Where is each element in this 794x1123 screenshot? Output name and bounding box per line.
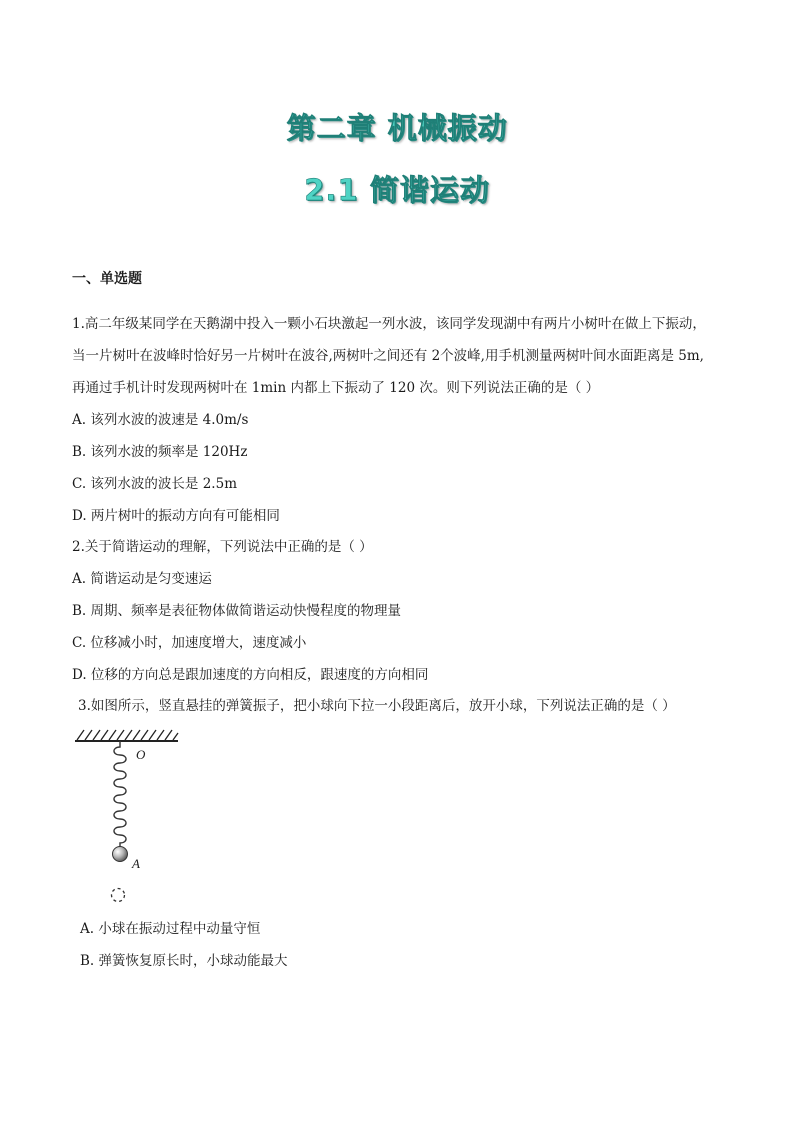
chapter-title: 第二章 机械振动: [286, 111, 508, 145]
q2-option-a: A. 简谐运动是匀变速运: [72, 571, 212, 587]
q2-option-b: B. 周期、频率是表征物体做简谐运动快慢程度的物理量: [72, 603, 402, 619]
q1-stem-line-3: 再通过手机计时发现两树叶在 1min 内都上下振动了 120 次。则下列说法正确的是（ ）: [72, 380, 600, 396]
ball: [113, 847, 128, 862]
q2-stem: 2.关于简谐运动的理解，下列说法中正确的是（ ）: [72, 539, 373, 555]
q1-option-d: D. 两片树叶的振动方向有可能相同: [72, 508, 280, 524]
q1-option-b: B. 该列水波的频率是 120Hz: [72, 444, 248, 460]
spring-oscillator-figure: [72, 725, 192, 910]
section-heading: 一、单选题: [72, 271, 142, 287]
spring-diagram: [72, 725, 192, 910]
ceiling-hatching: [77, 730, 178, 740]
section-title: 2.1 简谐运动: [304, 173, 490, 207]
q2-option-d: D. 位移的方向总是跟加速度的方向相反，跟速度的方向相同: [72, 667, 429, 683]
q1-option-c: C. 该列水波的波长是 2.5m: [72, 476, 237, 492]
label-o: O: [136, 747, 146, 762]
q3-option-b: B. 弹簧恢复原长时，小球动能最大: [80, 953, 288, 969]
q1-stem-line-1: 1.高二年级某同学在天鹅湖中投入一颗小石块激起一列水波，该同学发现湖中有两片小树叶在做上下振动，: [72, 316, 706, 332]
spring-coil: [114, 741, 126, 847]
q3-option-a: A. 小球在振动过程中动量守恒: [80, 921, 261, 937]
q3-stem: 3.如图所示，竖直悬挂的弹簧振子，把小球向下拉一小段距离后，放开小球，下列说法正确的是（ ）: [78, 698, 676, 714]
label-a: A: [132, 856, 140, 871]
ball-dashed-position: [112, 889, 125, 902]
q1-option-a: A. 该列水波的波速是 4.0m/s: [72, 412, 249, 428]
q1-stem-line-2: 当一片树叶在波峰时恰好另一片树叶在波谷,两树叶之间还有 2个波峰,用手机测量两树叶间水面距离是 5m,: [72, 348, 704, 364]
q2-option-c: C. 位移减小时，加速度增大，速度减小: [72, 635, 307, 651]
